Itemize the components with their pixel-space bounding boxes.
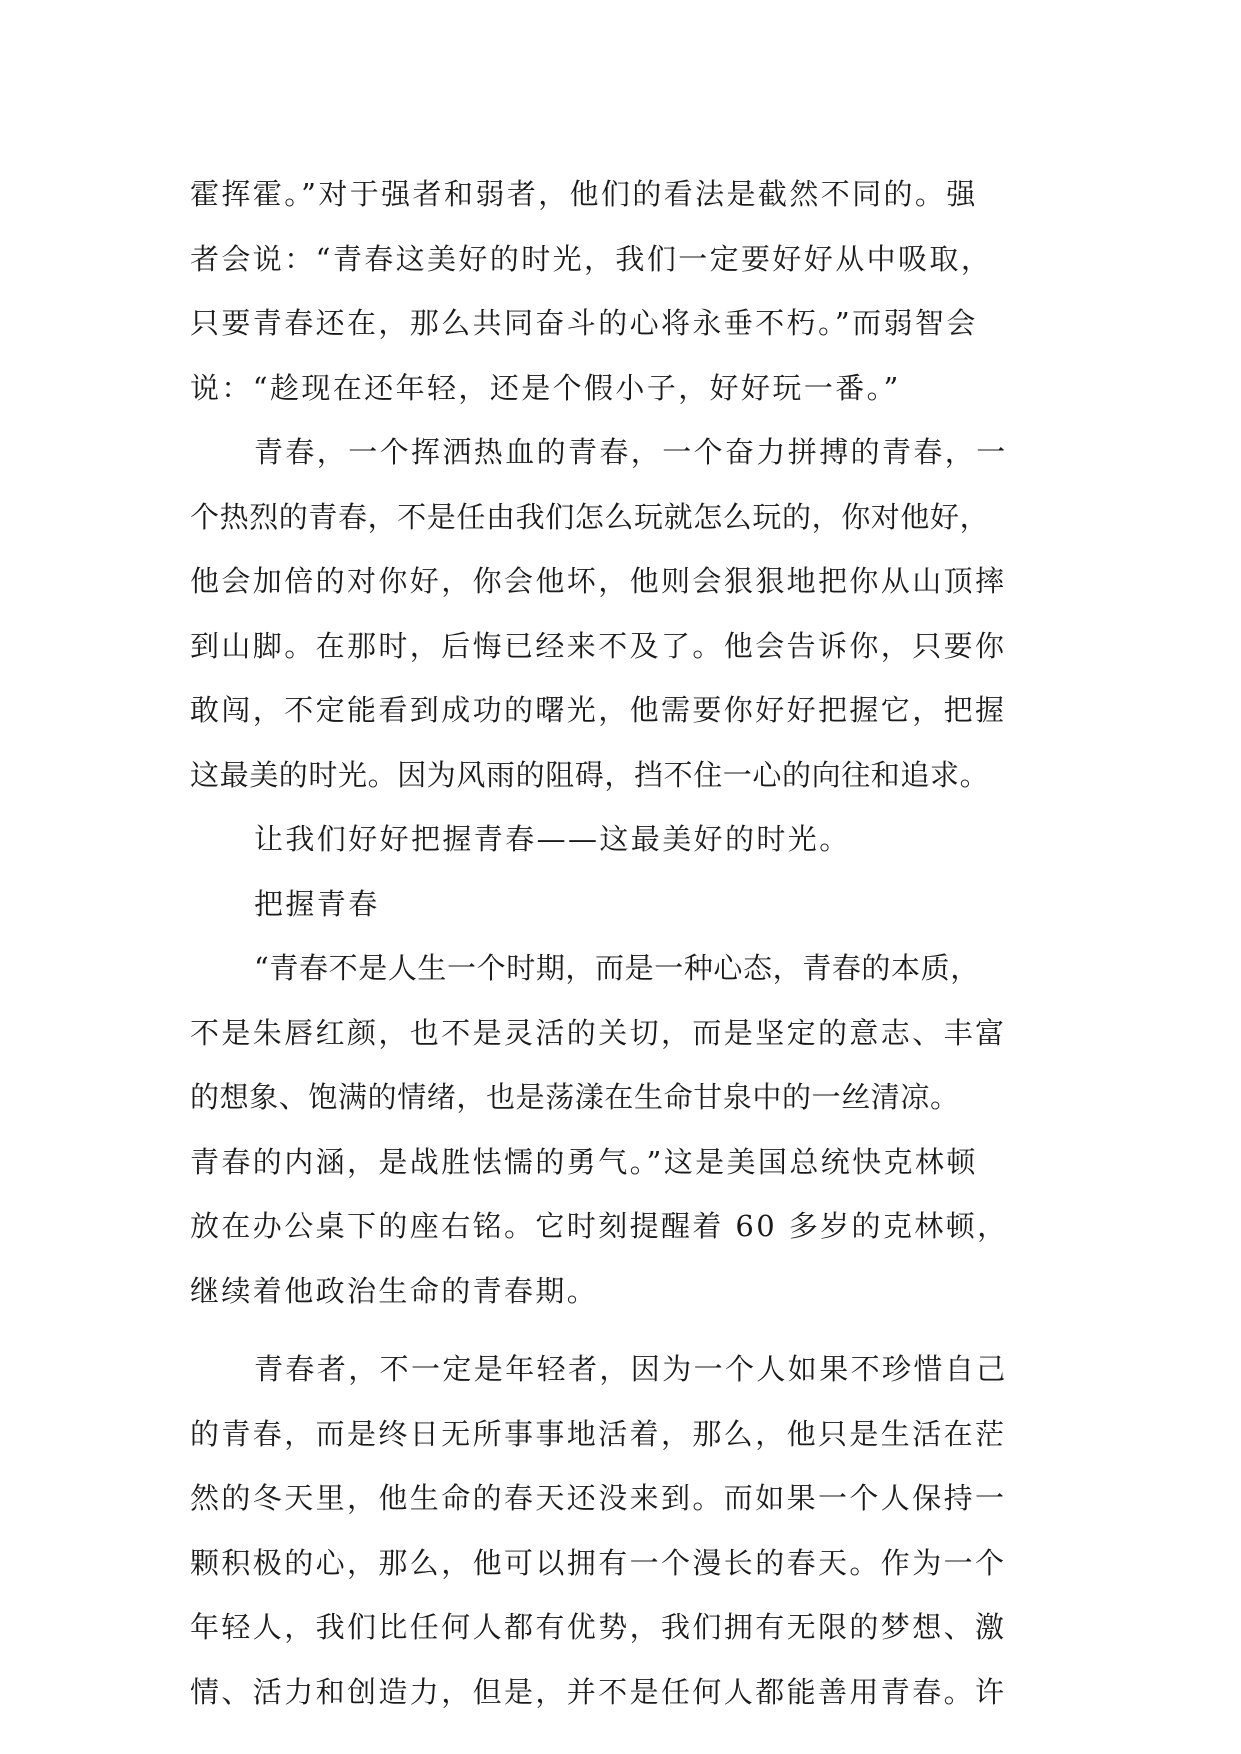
text-line: 情、活力和创造力，但是，并不是任何人都能善用青春。许 [190,1674,1007,1709]
paragraph-start-line: “青春不是人生一个时期，而是一种心态，青春的本质， [254,951,980,985]
text-line: 说：“趁现在还年轻，还是个假小子，好好玩一番。” [190,370,901,405]
text-line: 不是朱唇红颜，也不是灵活的关切，而是坚定的意志、丰富 [190,1015,1007,1050]
document-body [190,162,1054,1724]
text-line: 个热烈的青春，不是任由我们怎么玩就怎么玩的，你对他好， [190,499,990,534]
text-line: 者会说：“青春这美好的时光，我们一定要好好从中吸取， [190,241,993,276]
text-line: 继续着他政治生命的青春期。 [190,1273,599,1308]
text-line: 这最美的时光。因为风雨的阻碍，挡不住一心的向往和追求。 [190,757,990,792]
paragraph-start-line: 让我们好好把握青春——这最美好的时光。 [254,822,851,856]
text-line: 年轻人，我们比任何人都有优势，我们拥有无限的梦想、激 [190,1610,1007,1644]
text-line: 青春的内涵，是战胜怯懦的勇气。”这是美国总统快克林顿 [190,1144,978,1179]
text-line: 只要青春还在，那么共同奋斗的心将永垂不朽。”而弱智会 [190,306,978,340]
section-heading: 把握青春 [254,886,380,921]
text-line: 他会加倍的对你好，你会他坏，他则会狠狠地把你从山顶摔 [190,564,1007,598]
text-line: 的青春，而是终日无所事事地活着，那么，他只是生活在茫 [190,1416,1007,1451]
text-line: 霍挥霍。”对于强者和弱者，他们的看法是截然不同的。强 [190,177,978,211]
paragraph-start-line: 青春者，不一定是年轻者，因为一个人如果不珍惜自己 [254,1352,1008,1386]
text-line: 到山脚。在那时，后悔已经来不及了。他会告诉你，只要你 [190,628,1007,663]
text-line: 颗积极的心，那么，他可以拥有一个漫长的春天。作为一个 [190,1545,1007,1580]
text-line: 的想象、饱满的情绪，也是荡漾在生命甘泉中的一丝清凉。 [190,1080,960,1114]
text-line: 放在办公桌下的座右铭。它时刻提醒着 60 多岁的克林顿， [190,1209,1009,1243]
text-line: 然的冬天里，他生命的春天还没来到。而如果一个人保持一 [190,1481,1007,1515]
paragraph-start-line: 青春，一个挥洒热血的青春，一个奋力拼搏的青春，一 [254,435,1008,469]
text-line: 敢闯，不定能看到成功的曙光，他需要你好好把握它，把握 [190,693,1007,727]
